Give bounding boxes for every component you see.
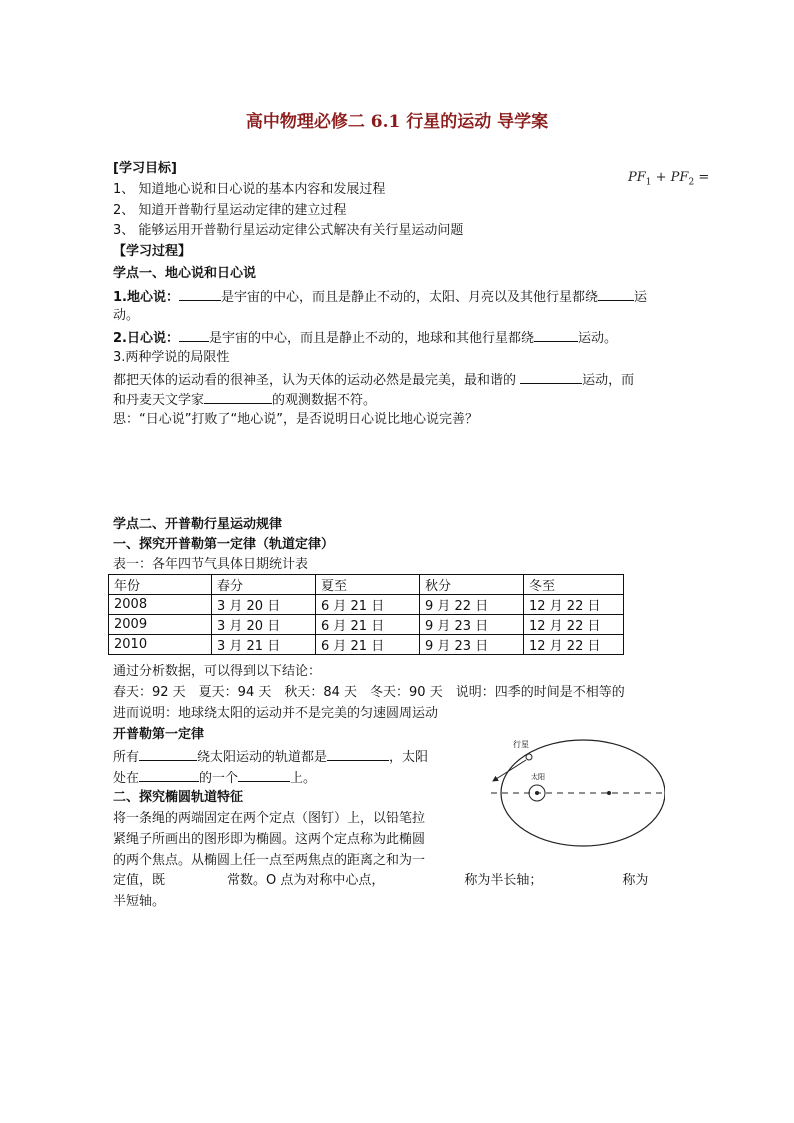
table-cell: 9 月 22 日 (420, 595, 524, 615)
table-header-row (109, 575, 624, 595)
first-law-line2: 处在 的一个 上。 (113, 768, 316, 788)
section2-heading: 学点二、开普勒行星运动规律 (113, 517, 283, 532)
conclusion-line: 进而说明：地球绕太阳的运动并不是完美的匀速圆周运动 (113, 706, 439, 721)
table-cell: 3 月 20 日 (212, 615, 316, 635)
table-header-cell: 秋分 (420, 575, 524, 595)
ellipse-text: 半短轴。 (113, 894, 166, 909)
kepler-first-law-heading: 一、探究开普勒第一定律（轨道定律） (113, 537, 335, 552)
elliptical-orbit-diagram (485, 735, 665, 865)
think-question: 思：“日心说”打败了“地心说”，是否说明日心说比地心说完善？ (113, 412, 478, 427)
table-header-cell: 春分 (212, 575, 316, 595)
ellipse-text: 的两个焦点。从椭圆上任一点至两焦点的距离之和为一 (113, 853, 426, 868)
table-header-cell: 年份 (109, 575, 212, 595)
table-cell: 12 月 22 日 (524, 635, 624, 655)
table-row (109, 635, 624, 655)
table-cell: 3 月 20 日 (212, 595, 316, 615)
sun-label: 太阳 (531, 773, 545, 781)
limitations-line2: 和丹麦天文学家 的观测数据不符。 (113, 390, 376, 410)
table-cell: 12 月 22 日 (524, 595, 624, 615)
other-focus-dot (607, 791, 611, 795)
table-cell: 9 月 23 日 (420, 635, 524, 655)
table-cell: 2010 (109, 635, 212, 655)
geocentric-line-cont: 动。 (113, 308, 140, 323)
process-heading: 【学习过程】 (113, 244, 192, 259)
table-row (109, 595, 624, 615)
table-cell: 12 月 22 日 (524, 615, 624, 635)
limitations-line1: 都把天体的运动看的很神圣，认为天体的运动必然是最完美，最和谐的 运动，而 (113, 370, 634, 390)
geocentric-line: 1.地心说： 是宇宙的中心，而且是静止不动的，太阳、月亮以及其他行星都绕 运 (113, 287, 647, 307)
table-cell: 6 月 21 日 (316, 635, 420, 655)
heliocentric-line: 2.日心说： 是宇宙的中心，而且是静止不动的，地球和其他行星都绕 运动。 (113, 328, 617, 348)
limitations-heading: 3.两种学说的局限性 (113, 350, 230, 365)
sun-focus-dot (535, 791, 539, 795)
planet-label: 行星 (513, 740, 529, 749)
table-row (109, 615, 624, 635)
table-cell: 6 月 21 日 (316, 615, 420, 635)
first-law-line1: 所有 绕太阳运动的轨道都是 ，太阳 (113, 747, 428, 767)
ellipse-text: 定值，既 常数。O 点为对称中心点， 称为半长轴； 称为 (113, 873, 649, 888)
objective-item: 3、 能够运用开普勒行星运动定律公式解决有关行星运动问题 (113, 223, 464, 238)
solar-terms-table (108, 574, 624, 655)
table-cell: 6 月 21 日 (316, 595, 420, 615)
first-law-heading: 开普勒第一定律 (113, 727, 205, 742)
table-cell: 2008 (109, 595, 212, 615)
objective-item: 2、 知道开普勒行星运动定律的建立过程 (113, 203, 347, 218)
table-cell: 9 月 23 日 (420, 615, 524, 635)
analysis-line: 通过分析数据，可以得到以下结论： (113, 664, 322, 679)
seasons-line: 春天：92 天 夏天：94 天 秋天：84 天 冬天：90 天 说明：四季的时间是不相等的 (113, 685, 625, 700)
table-cell: 2009 (109, 615, 212, 635)
objective-item: 1、 知道地心说和日心说的基本内容和发展过程 (113, 182, 386, 197)
ellipse-text: 紧绳子所画出的图形即为椭圆。这两个定点称为此椭圆 (113, 832, 426, 847)
objectives-heading: [学习目标] (113, 161, 177, 176)
planet-motion-arrow (493, 760, 526, 781)
ellipse-text: 将一条绳的两端固定在两个定点（图钉）上，以铅笔拉 (113, 811, 426, 826)
table-cell: 3 月 21 日 (212, 635, 316, 655)
planet-circle (526, 754, 532, 760)
section1-heading: 学点一、地心说和日心说 (113, 266, 257, 281)
table-caption: 表一：各年四节气具体日期统计表 (113, 557, 309, 572)
page-title: 高中物理必修二 6.1 行星的运动 导学案 (245, 112, 549, 132)
focal-sum-formula: $PF_1 + PF_2$ = (628, 170, 710, 188)
table-header-cell: 夏至 (316, 575, 420, 595)
ellipse-heading: 二、探究椭圆轨道特征 (113, 790, 244, 805)
table-header-cell: 冬至 (524, 575, 624, 595)
